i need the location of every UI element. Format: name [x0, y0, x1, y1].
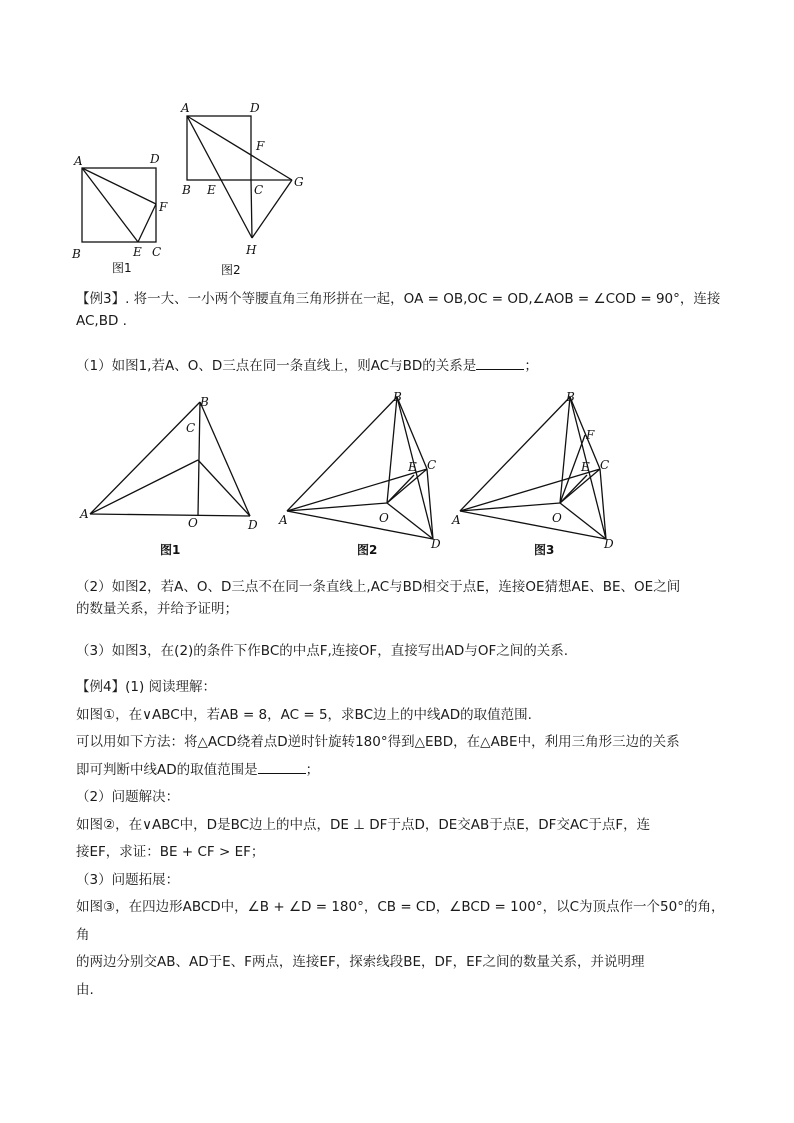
segment-od	[560, 503, 606, 539]
ex4-p7: 的两边分别交AB、AD于E、F两点，连接EF，探索线段BE，DF，EF之间的数量关系，并说明理	[76, 954, 645, 970]
segment-bo	[387, 397, 397, 503]
label-f: F	[159, 200, 168, 214]
ex4-p4: 如图②，在∨ABC中，D是BC边上的中点，DE ⊥ DF于点D，DE交AB于点E，DF交AC于点F，连	[76, 816, 651, 833]
figure-ex3-2	[277, 385, 447, 560]
ex4-p3	[76, 757, 726, 785]
label-d: D	[248, 518, 258, 532]
label-d: D	[150, 152, 160, 166]
ex4-p6: 如图③，在四边形ABCD中，∠B + ∠D = 180°，CB = CD，∠BCD = 100°，以C为顶点作一个50°的角，角	[76, 899, 725, 943]
square-abcd	[82, 168, 156, 242]
label-a: A	[181, 101, 190, 115]
label-a: A	[452, 513, 461, 527]
segment-bo	[198, 402, 200, 515]
answer-blank[interactable]	[476, 357, 524, 370]
label-a: A	[279, 513, 288, 527]
example-3-question-1	[76, 355, 726, 377]
example-3-question-2	[76, 576, 726, 620]
figure-ex3-3-svg	[450, 385, 620, 560]
figure-caption: 图1	[160, 543, 181, 557]
label-b: B	[200, 395, 209, 409]
q2-line-1: （2）如图2，若A、O、D三点不在同一条直线上,AC与BD相交于点E，连接OE猜想AE、BE、OE之间	[76, 579, 681, 595]
segment-ef	[138, 204, 156, 242]
segment-ac	[90, 460, 198, 514]
figure-ex3-1-svg	[76, 390, 266, 560]
example-3-question-3	[76, 640, 726, 662]
label-b: B	[182, 183, 191, 197]
segment-ag	[187, 116, 292, 180]
ex4-p3-end: ；	[305, 761, 320, 778]
label-b: B	[393, 390, 402, 404]
segment-ad	[460, 511, 606, 539]
label-c: C	[427, 458, 437, 472]
example-4	[76, 674, 726, 1004]
square-abcd	[187, 116, 251, 180]
label-a: A	[80, 507, 89, 521]
label-c: C	[254, 183, 264, 197]
label-c: C	[600, 458, 610, 472]
label-e: E	[408, 460, 417, 474]
segment-ah	[187, 116, 252, 238]
q2-line-2: 的数量关系，并给予证明；	[76, 601, 238, 617]
ex4-h2: （2）问题解决：	[76, 789, 180, 805]
answer-blank[interactable]	[258, 761, 306, 774]
ex4-h3: （3）问题拓展：	[76, 871, 180, 888]
segment-ae	[82, 168, 138, 242]
ex4-p3-text: 即可判断中线AD的取值范围是	[76, 761, 258, 778]
figure-caption: 图3	[534, 543, 555, 557]
label-e: E	[133, 245, 142, 259]
label-h: H	[246, 243, 257, 257]
label-o: O	[188, 516, 198, 530]
figure-caption: 图2	[221, 263, 241, 277]
label-d: D	[604, 537, 614, 551]
segment-ch	[251, 180, 252, 238]
label-e: E	[581, 460, 590, 474]
label-a: A	[74, 154, 83, 168]
figure-ex3-2-svg	[277, 385, 447, 560]
figure-square-1-svg	[70, 150, 180, 275]
example-3-intro-2: AC,BD .	[76, 313, 127, 329]
figure-caption: 图2	[357, 543, 378, 557]
label-b: B	[566, 390, 575, 404]
q3-line: （3）如图3，在(2)的条件下作BC的中点F,连接OF，直接写出AD与OF之间的关系.	[76, 643, 569, 659]
figure-square-2-svg	[176, 98, 316, 278]
figure-square-1	[70, 150, 180, 275]
label-o: O	[379, 511, 389, 525]
label-d: D	[431, 537, 441, 551]
label-g: G	[294, 175, 304, 189]
example-3-intro	[76, 288, 726, 332]
figure-square-2	[176, 98, 316, 278]
example-3-line-1	[76, 288, 726, 310]
figure-ex3-1	[76, 390, 266, 560]
segment-cd	[198, 460, 250, 516]
example-4-title: 【例4】	[76, 679, 126, 695]
label-d: D	[250, 101, 260, 115]
q1-end: ；	[524, 358, 538, 374]
label-c: C	[152, 245, 162, 259]
label-c: C	[186, 421, 196, 435]
figure-ex3-3	[450, 385, 620, 560]
segment-od	[387, 503, 433, 539]
label-f: F	[256, 139, 265, 153]
ex4-p8: 由.	[76, 981, 94, 998]
ex4-p2: 可以用如下方法：将△ACD绕着点D逆时针旋转180°得到△EBD，在△ABE中，利用三角形三边的关系	[76, 734, 680, 750]
ex4-head: (1) 阅读理解：	[125, 679, 217, 695]
segment-ad	[287, 511, 433, 539]
label-f: F	[586, 428, 595, 442]
label-b: B	[72, 247, 81, 261]
ex4-p1: 如图①，在∨ABC中，若AB = 8，AC = 5，求BC边上的中线AD的取值范围.	[76, 706, 532, 723]
label-e: E	[207, 183, 216, 197]
example-3-title: 【例3】	[76, 291, 126, 307]
q1-text: （1）如图1,若A、O、D三点在同一条直线上，则AC与BD的关系是	[76, 358, 477, 374]
segment-af	[82, 168, 156, 204]
ex4-heading	[76, 674, 726, 702]
ex4-p5: 接EF，求证：BE + CF > EF；	[76, 844, 265, 860]
example-3-intro-1: . 将一大、一小两个等腰直角三角形拼在一起，OA = OB,OC = OD,∠AOB = ∠COD = 90°，连接	[125, 291, 721, 307]
segment-ab	[90, 402, 200, 514]
figure-caption: 图1	[112, 261, 132, 275]
segment-ad	[90, 514, 250, 516]
label-o: O	[552, 511, 562, 525]
segment-bd	[200, 402, 250, 516]
segment-bo	[560, 397, 570, 503]
segment-oc	[387, 469, 427, 503]
